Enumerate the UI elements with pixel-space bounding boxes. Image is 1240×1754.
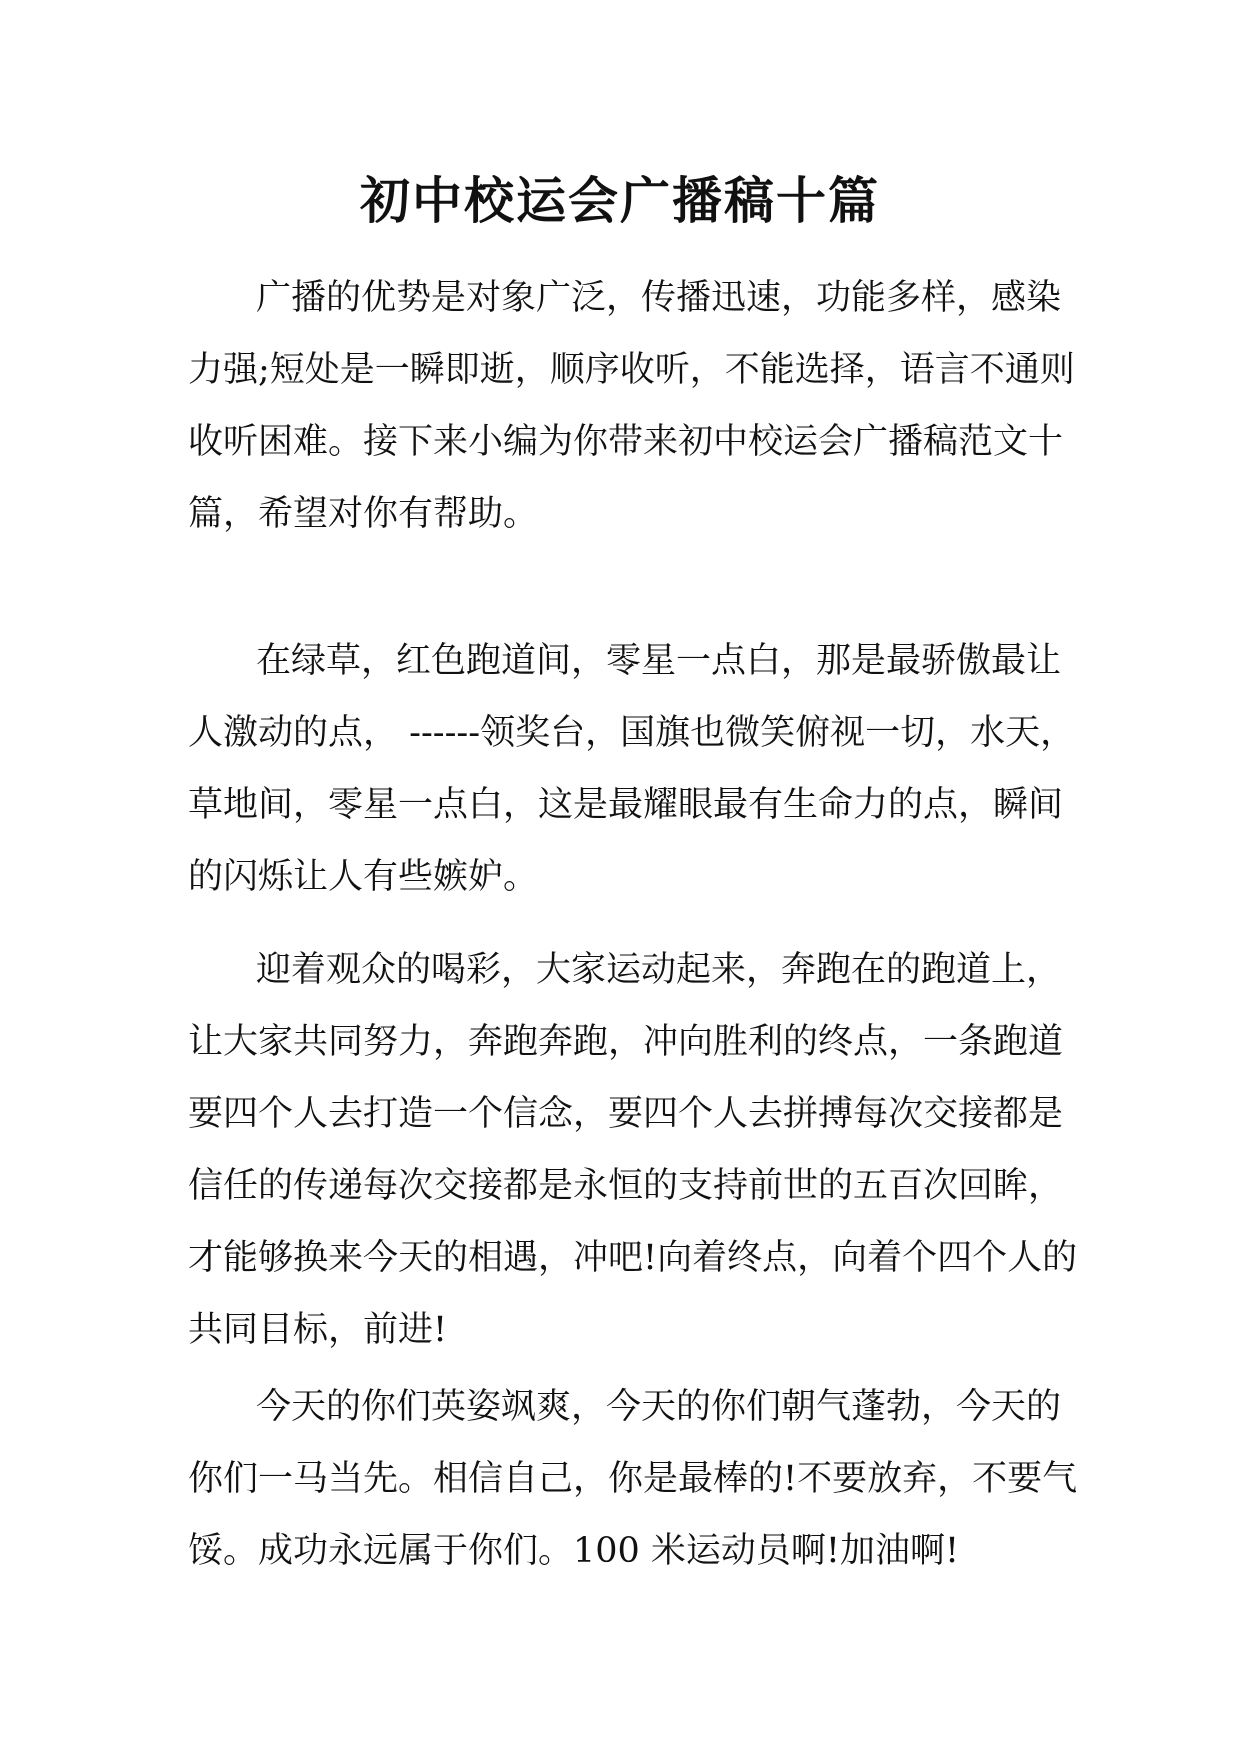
paragraph-line: 今天的你们英姿飒爽，今天的你们朝气蓬勃，今天的 [256,1387,1062,1427]
paragraph-line: 力强;短处是一瞬即逝，顺序收听，不能选择，语言不通则 [188,350,1075,390]
paragraph-line: 馁。成功永远属于你们。100 米运动员啊!加油啊! [188,1531,960,1571]
paragraph-line: 草地间，零星一点白，这是最耀眼最有生命力的点，瞬间 [188,785,1064,825]
paragraph-line: 让大家共同努力，奔跑奔跑，冲向胜利的终点，一条跑道 [188,1022,1064,1062]
paragraph-line: 的闪烁让人有些嫉妒。 [188,857,539,897]
paragraph-line: 收听困难。接下来小编为你带来初中校运会广播稿范文十 [188,422,1064,462]
paragraph-line: 人激动的点， ------领奖台，国旗也微笑俯视一切，水天， [188,713,1076,753]
broadcast-paragraph-3 [188,1371,1078,1587]
paragraph-line: 要四个人去打造一个信念，要四个人去拼搏每次交接都是 [188,1094,1064,1134]
paragraph-line: 迎着观众的喝彩，大家运动起来，奔跑在的跑道上， [256,950,1062,990]
paragraph-line: 篇，希望对你有帮助。 [188,494,539,534]
paragraph-line: 广播的优势是对象广泛，传播迅速，功能多样，感染 [256,278,1062,318]
paragraph-line: 在绿草，红色跑道间，零星一点白，那是最骄傲最让 [256,641,1062,681]
paragraph-line: 才能够换来今天的相遇，冲吧!向着终点，向着个四个人的 [188,1238,1078,1278]
paragraph-line: 共同目标，前进! [188,1310,448,1350]
intro-paragraph [188,262,1075,550]
broadcast-paragraph-2 [188,934,1078,1366]
page-title: 初中校运会广播稿十篇 [360,171,880,230]
broadcast-paragraph-1 [188,625,1076,913]
paragraph-line: 信任的传递每次交接都是永恒的支持前世的五百次回眸， [188,1166,1064,1206]
paragraph-line: 你们一马当先。相信自己，你是最棒的!不要放弃，不要气 [188,1459,1078,1499]
